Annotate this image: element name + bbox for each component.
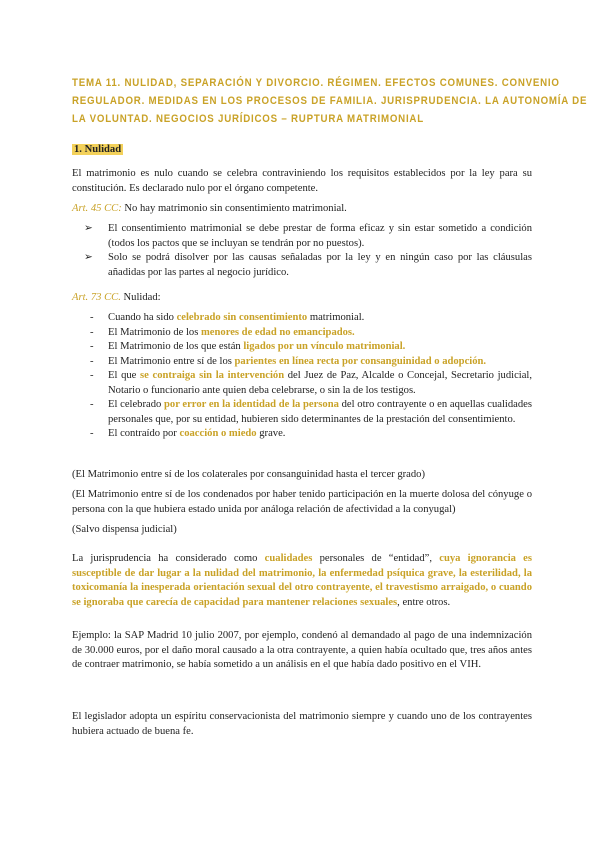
list-item: [72, 355, 532, 370]
item-text: Cuando ha sido: [108, 312, 177, 323]
art73-text: Nulidad:: [120, 292, 161, 303]
item-highlight: se contraiga sin la intervención: [140, 370, 285, 381]
list-item: [72, 311, 532, 326]
item-text: El contraído por: [108, 428, 180, 439]
item-text: El Matrimonio de los que están: [108, 341, 244, 352]
list-item: [72, 369, 532, 398]
art73-reference: Art. 73 CC.: [72, 292, 121, 303]
juris-text: personales de “entidad”,: [312, 553, 440, 564]
item-text: El Matrimonio de los: [108, 326, 201, 338]
list-item: [72, 251, 532, 280]
example-paragraph: Ejemplo: la SAP Madrid 10 julio 2007, por ejemplo, condenó al demandado al pago de una indemnización de 30.000 euros, por el daño moral causado a la otra contrayente, a quien había ocultado que, tres años antes de contraer matrimonio, se había sometido a un análisis en el que había dado positivo en el VIH.: [72, 630, 532, 670]
item-text: El celebrado: [108, 399, 164, 410]
item-highlight: menores de edad no emancipados.: [200, 326, 355, 338]
item-highlight: parientes en línea recta por consanguinidad o adopción.: [234, 355, 487, 367]
dash-bullet: -: [90, 428, 94, 439]
item-text: del Juez de Paz, Alcalde o Concejal, Secretario judicial, Notario o funcionario ante quien deba celebrarse, o sin la de los testigos.: [108, 370, 533, 396]
juris-text: La jurisprudencia ha considerado como: [72, 553, 265, 564]
art45-point-1: El consentimiento matrimonial se debe prestar de forma eficaz y sin estar sometido a condición (todos los pactos que se incluyan se tendrán por no puestos).: [108, 223, 532, 249]
item-text: del otro contrayente o en aquellas cualidades personales que, por su entidad, hubieren sido determinantes de la prestación del consentimiento.: [108, 399, 532, 425]
dash-bullet: -: [90, 312, 94, 323]
dash-bullet: -: [90, 341, 94, 352]
jurisprudence-paragraph: [72, 552, 532, 610]
art45-point-2: Solo se podrá disolver por las causas señaladas por la ley y en ningún caso por las cláusulas añadidas por las partes al negocio jurídico.: [108, 252, 532, 278]
dash-bullet: -: [90, 370, 94, 381]
section-heading-block: [72, 143, 532, 158]
paren-note-2: (El Matrimonio entre sí de los condenados por haber tenido participación en la muerte dolosa del cónyuge o persona con la que hubiera estado unida por análoga relación de afectividad a la conyugal): [72, 489, 532, 515]
item-highlight: coacción o miedo: [179, 428, 257, 439]
list-item: [72, 398, 532, 427]
legislator-paragraph: El legislador adopta un espíritu conservacionista del matrimonio siempre y cuando uno de los contrayentes hubiera actuado de buena fe.: [72, 711, 532, 737]
art45-line: [72, 202, 532, 217]
paren-note-3: (Salvo dispensa judicial): [72, 524, 177, 535]
juris-text: , entre otros.: [397, 596, 451, 608]
item-text: El Matrimonio entre sí de los: [108, 355, 235, 367]
art73-list: [72, 311, 532, 442]
dash-bullet: -: [90, 355, 94, 367]
art45-text: No hay matrimonio sin consentimiento matrimonial.: [121, 203, 347, 214]
item-text: matrimonial.: [307, 312, 365, 323]
art45-points: [72, 222, 532, 280]
arrow-bullet-icon: ➢: [84, 223, 93, 234]
title-line-1: TEMA 11. NULIDAD, SEPARACIÓN Y DIVORCIO. RÉGIMEN. EFECTOS COMUNES. CONVENIO: [72, 77, 560, 89]
juris-highlight: cualidades: [264, 553, 313, 564]
art45-reference: Art. 45 CC:: [72, 203, 122, 214]
art73-line: [72, 291, 532, 306]
section-heading: 1. Nulidad: [74, 144, 122, 155]
arrow-bullet-icon: ➢: [84, 252, 93, 263]
item-text: El que: [108, 370, 141, 381]
item-highlight: por error en la identidad de la persona: [164, 399, 339, 410]
juris-highlight: cuya ignorancia es susceptible de dar lugar a la nulidad del matrimonio, la enfermedad psíquica grave, la esterilidad, la toxicomanía la inesperada orientación sexual del otro contrayente, el travestismo arraigado, o cuando se ignoraba que carecía de capacidad para mantener relaciones sexuales: [72, 553, 532, 608]
dash-bullet: -: [90, 326, 94, 338]
document-title: [72, 74, 588, 128]
list-item: [72, 326, 532, 341]
item-highlight: celebrado sin consentimiento: [176, 312, 308, 323]
intro-paragraph: El matrimonio es nulo cuando se celebra contraviniendo los requisitos establecidos por la ley para su constitución. Es declarado nulo por el órgano competente.: [72, 168, 532, 194]
dash-bullet: -: [90, 399, 94, 410]
paren-note-1: (El Matrimonio entre sí de los colaterales por consanguinidad hasta el tercer grado): [72, 469, 425, 480]
list-item: [72, 222, 532, 251]
title-line-3: LA VOLUNTAD. NEGOCIOS JURÍDICOS – RUPTURA MATRIMONIAL: [72, 113, 424, 125]
title-line-2: REGULADOR. MEDIDAS EN LOS PROCESOS DE FAMILIA. JURISPRUDENCIA. LA AUTONOMÍA DE: [72, 95, 588, 107]
item-highlight: ligados por un vínculo matrimonial.: [243, 341, 406, 352]
list-item: [72, 427, 532, 442]
item-text: grave.: [256, 428, 286, 439]
list-item: [72, 340, 532, 355]
